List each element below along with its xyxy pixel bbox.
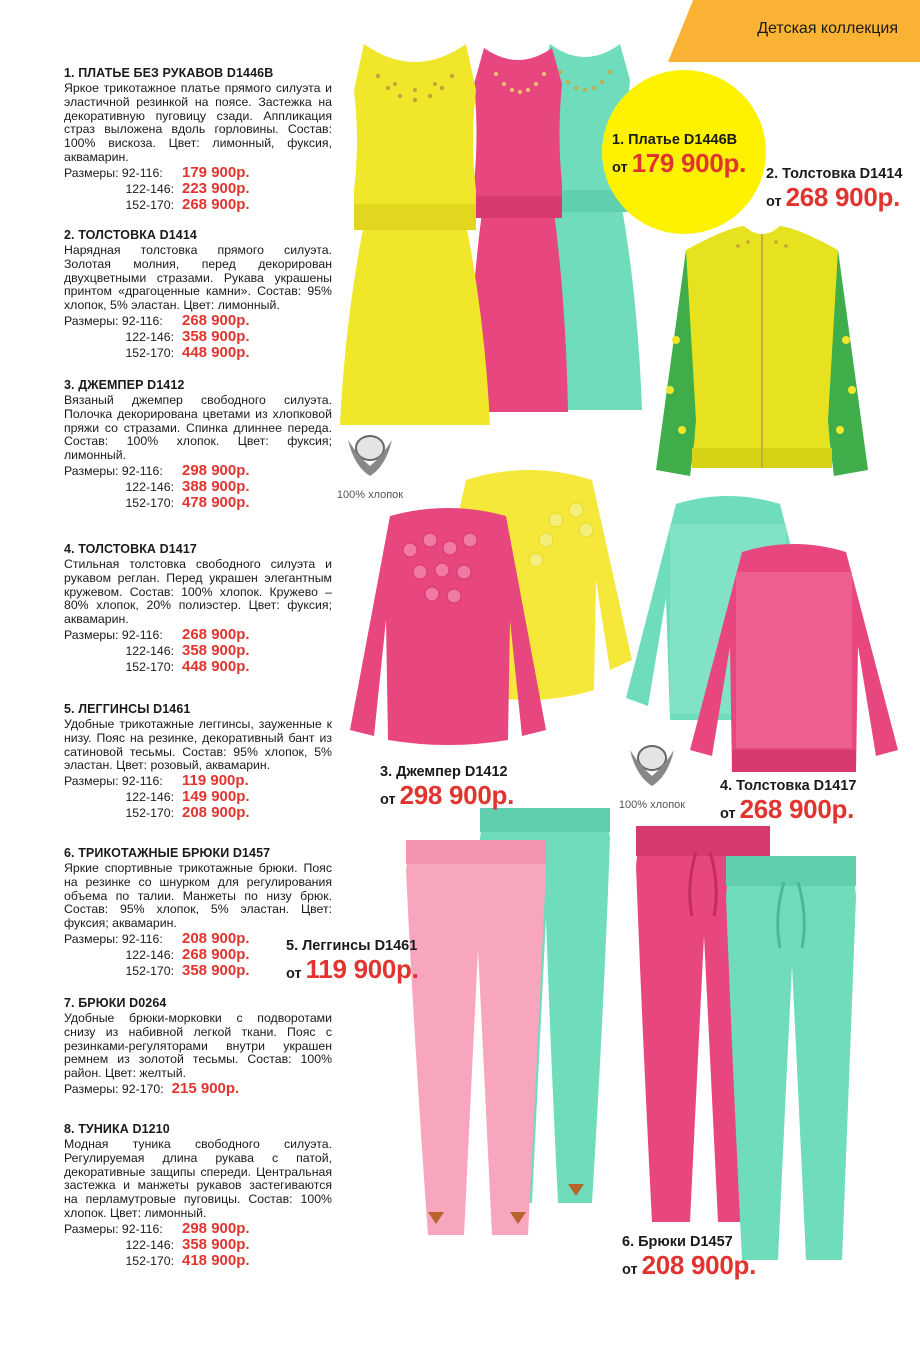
price: 298 900р. bbox=[182, 461, 250, 479]
product-title: 1. ПЛАТЬЕ БЕЗ РУКАВОВ D1446B bbox=[64, 66, 274, 80]
callout-price: 298 900р. bbox=[399, 780, 514, 810]
price: 358 900р. bbox=[182, 327, 250, 345]
product-desc-5 bbox=[64, 702, 332, 821]
product-desc-2 bbox=[64, 228, 332, 361]
size-list: Размеры: 92-116: 208 900р. 122-146: 268 900р. 152-170: 358 900р. bbox=[64, 929, 250, 979]
product-title: 8. ТУНИКА D1210 bbox=[64, 1122, 170, 1136]
jumper-fuchsia-image bbox=[350, 500, 546, 750]
product-desc-4 bbox=[64, 542, 332, 675]
price: 208 900р. bbox=[182, 804, 250, 822]
callout-pants: 6. Брюки D1457 от 208 900р. bbox=[622, 1234, 756, 1280]
cotton-badge: 100% хлопок bbox=[610, 736, 694, 811]
leggings-pink-image bbox=[406, 840, 546, 1240]
price: 448 900р. bbox=[182, 657, 250, 675]
product-desc-3 bbox=[64, 378, 332, 511]
product-text: Яркие спортивные трикотажные брюки. Пояс на резинке со шнурком для регулирования объема по талии. Манжеты по низу брюк. Состав: 95% хлопок, 5% эластан. Цвет: фуксия; аквамарин. bbox=[64, 861, 332, 931]
product-title: 4. ТОЛСТОВКА D1417 bbox=[64, 542, 197, 556]
callout-price: 268 900р. bbox=[785, 182, 900, 212]
cotton-flower-icon bbox=[622, 736, 682, 792]
size-list: Размеры: 92-116: 298 900р. 122-146: 358 900р. 152-170: 418 900р. bbox=[64, 1219, 250, 1269]
product-text: Вязаный джемпер свободного силуэта. Полочка декорирована цветами из хлопковой пряжи со стразами. Спинка длиннее переда. Состав: 100% хлопок. Цвет: фуксия; лимонный. bbox=[64, 393, 332, 463]
price: 358 900р. bbox=[182, 961, 250, 979]
price: 215 900р. bbox=[171, 1079, 240, 1097]
size-list: Размеры: 92-116: 298 900р. 122-146: 388 900р. 152-170: 478 900р. bbox=[64, 461, 250, 511]
product-text: Модная туника свободного силуэта. Регулируемая длина рукава с патой, декоративные защипы спереди. Центральная застежка и манжеты рукавов застегиваются на перламутровые пуговицы. Состав: 100% хлопок. Цвет: лимонный. bbox=[64, 1137, 332, 1220]
product-text: Яркое трикотажное платье прямого силуэта и эластичной резинкой на поясе. Застежка на декоративную пуговицу сзади. Аппликация страз выложена вдоль горловины. Состав: 100% вискоза. Цвет: лимонный, фуксия, аквамарин. bbox=[64, 81, 332, 164]
product-title: 2. ТОЛСТОВКА D1414 bbox=[64, 228, 197, 242]
price: 149 900р. bbox=[182, 788, 250, 806]
callout-jumper: 3. Джемпер D1412 от 298 900р. bbox=[380, 764, 514, 810]
callout-dress: 1. Платье D1446B от 179 900р. bbox=[612, 132, 746, 178]
price: 358 900р. bbox=[182, 641, 250, 659]
callout-price: 179 900р. bbox=[631, 148, 746, 178]
price: 358 900р. bbox=[182, 1235, 250, 1253]
product-title: 7. БРЮКИ D0264 bbox=[64, 996, 167, 1010]
size-list: Размеры: 92-170: 215 900р. bbox=[64, 1079, 240, 1097]
section-title: Детская коллекция bbox=[757, 20, 898, 37]
product-title: 3. ДЖЕМПЕР D1412 bbox=[64, 378, 185, 392]
cotton-flower-icon bbox=[340, 426, 400, 482]
product-desc-7 bbox=[64, 996, 332, 1097]
price: 448 900р. bbox=[182, 343, 250, 361]
product-title: 6. ТРИКОТАЖНЫЕ БРЮКИ D1457 bbox=[64, 846, 271, 860]
price: 208 900р. bbox=[182, 929, 250, 947]
callout-sweatshirt: 4. Толстовка D1417 от 268 900р. bbox=[720, 778, 857, 824]
product-desc-8 bbox=[64, 1122, 332, 1269]
product-title: 5. ЛЕГГИНСЫ D1461 bbox=[64, 702, 191, 716]
price: 268 900р. bbox=[182, 195, 250, 213]
product-text: Удобные брюки-морковки с подворотами снизу из набивной легкой ткани. Пояс с резинками-регуляторами внутри украшен ремнем из золотой тесьмы. Состав: 100% район. Цвет: желтый. bbox=[64, 1011, 332, 1081]
callout-leggings: 5. Леггинсы D1461 от 119 900р. bbox=[286, 938, 419, 984]
callout-price: 268 900р. bbox=[739, 794, 854, 824]
price: 268 900р. bbox=[182, 945, 250, 963]
price: 388 900р. bbox=[182, 477, 250, 495]
price: 478 900р. bbox=[182, 493, 250, 511]
price: 268 900р. bbox=[182, 311, 250, 329]
size-list: Размеры: 92-116: 179 900р. 122-146: 223 900р. 152-170: 268 900р. bbox=[64, 163, 250, 213]
product-text: Удобные трикотажные леггинсы, зауженные к низу. Пояс на резинке, декоративный бант из сатиновой тесьмы. Состав: 95% хлопок, 5% эластан. Цвет: розовый, аквамарин. bbox=[64, 717, 332, 773]
price: 418 900р. bbox=[182, 1251, 250, 1269]
price: 179 900р. bbox=[182, 163, 250, 181]
callout-price: 119 900р. bbox=[305, 954, 419, 984]
cotton-badge: 100% хлопок bbox=[328, 426, 412, 501]
sweatshirt-fuchsia-image bbox=[690, 536, 898, 776]
dress-lemon-image bbox=[340, 40, 490, 430]
product-text: Стильная толстовка свободного силуэта и рукавом реглан. Перед украшен элегантным кружевом. Состав: 100% хлопок. Кружево – 80% хлопок, 20% полиэстер. Цвет: фуксия; аквамарин. bbox=[64, 557, 332, 627]
callout-zip-sweatshirt: 2. Толстовка D1414 от 268 900р. bbox=[766, 166, 903, 212]
size-list: Размеры: 92-116: 119 900р. 122-146: 149 900р. 152-170: 208 900р. bbox=[64, 772, 250, 822]
size-list: Размеры: 92-116: 268 900р. 122-146: 358 900р. 152-170: 448 900р. bbox=[64, 311, 250, 361]
pants-aquamarine-image bbox=[726, 856, 856, 1266]
price: 223 900р. bbox=[182, 179, 250, 197]
callout-price: 208 900р. bbox=[641, 1250, 756, 1280]
price: 268 900р. bbox=[182, 625, 250, 643]
product-text: Нарядная толстовка прямого силуэта. Золотая молния, перед декорирован двухцветными стразами. Рукава украшены принтом «драгоценные камни». Состав: 95% хлопок, 5% эластан. Цвет: лимонный. bbox=[64, 243, 332, 313]
price: 298 900р. bbox=[182, 1219, 250, 1237]
size-list: Размеры: 92-116: 268 900р. 122-146: 358 900р. 152-170: 448 900р. bbox=[64, 625, 250, 675]
price: 119 900р. bbox=[182, 772, 249, 790]
zip-sweatshirt-lemon-image bbox=[656, 220, 868, 480]
product-desc-1 bbox=[64, 66, 332, 213]
